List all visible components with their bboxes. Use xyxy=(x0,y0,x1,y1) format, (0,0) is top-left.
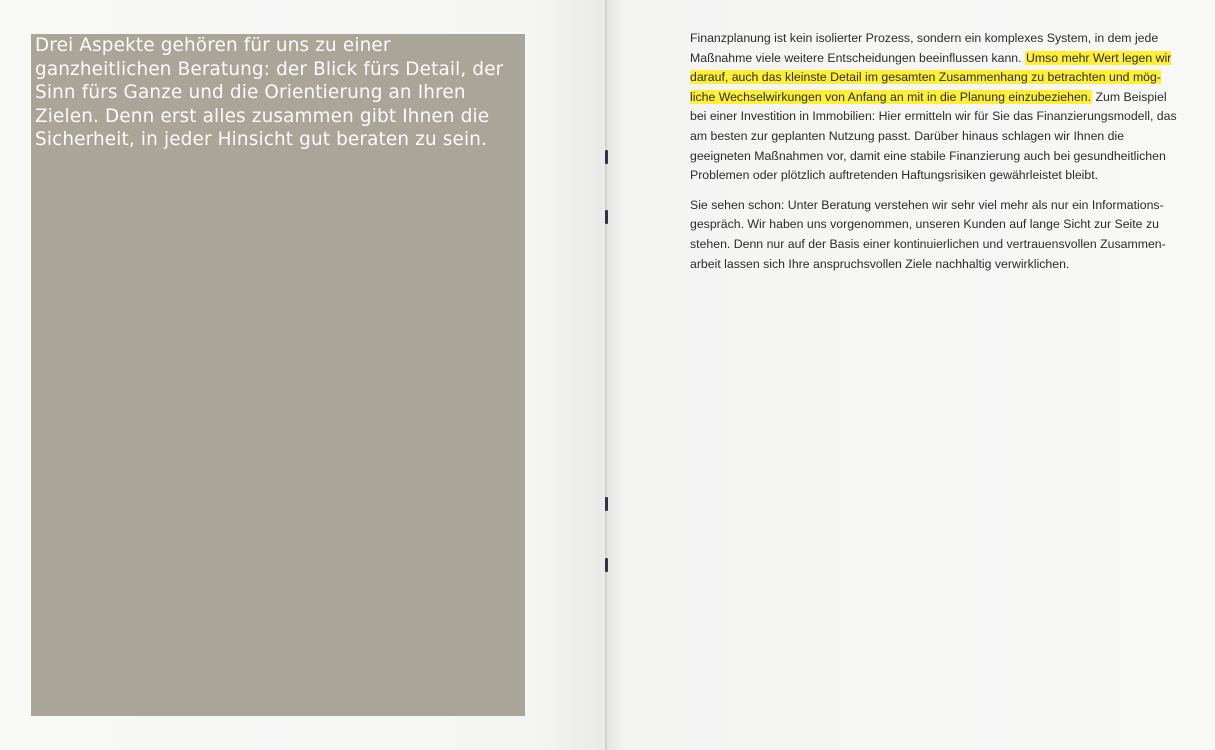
body-copy xyxy=(690,29,1182,284)
binding-stitch xyxy=(605,497,608,511)
paragraph-2: Sie sehen schon: Unter Beratung verstehen wir sehr viel mehr als nur ein Informationsgespräch. Wir haben uns vorgenommen, unseren Kunden auf lange Sicht zur Seite zu stehen. Denn nur auf der Basis einer kontinuierlichen und vertrauensvollen Zusammenarbeit lassen sich Ihre anspruchsvollen Ziele nachhaltig verwirklichen. xyxy=(690,197,1166,271)
paragraph-1 xyxy=(690,29,1182,186)
binding-stitch xyxy=(605,150,608,164)
binding-gutter xyxy=(605,0,607,750)
taupe-panel xyxy=(31,34,525,716)
paragraph-1-rest: Zum Beispiel bei einer Investition in Immobilien: Hier ermitteln wir für Sie das Finanzierungsmodell, das am besten zur geplanten Nutzung passt. Darüber hinaus schlagen wir Ihnen die geeigneten Maßnahmen vor, damit eine stabile Finanzierung auch bei gesundheitlichen Problemen oder plötzlich auftretenden Haftungsrisiken gewährleistet bleibt. xyxy=(690,89,1177,183)
left-page xyxy=(0,0,606,750)
paragraph-1-intro: Finanzplanung ist kein isolierter Prozess, sondern ein komplexes System, in dem jede Maßnahme viele weitere Entscheidungen beeinflussen kann. xyxy=(690,31,1159,65)
binding-stitch xyxy=(605,558,608,572)
panel-quote: Drei Aspekte gehören für uns zu einer ganzheitlichen Beratung: der Blick fürs Detail, der Sinn fürs Ganze und die Orientierung an Ihren Zielen. Denn erst alles zusammen gibt Ihnen die Sicherheit, in jeder Hinsicht gut beraten zu sein. xyxy=(35,35,504,150)
highlighted-passage: Umso mehr Wert legen wir darauf, auch das kleinste Detail im gesamten Zusammenhang zu betrachten und mögliche Wechselwirkungen von Anfang an mit in die Planung einzubeziehen. xyxy=(690,50,1172,104)
binding-stitch xyxy=(605,210,608,224)
